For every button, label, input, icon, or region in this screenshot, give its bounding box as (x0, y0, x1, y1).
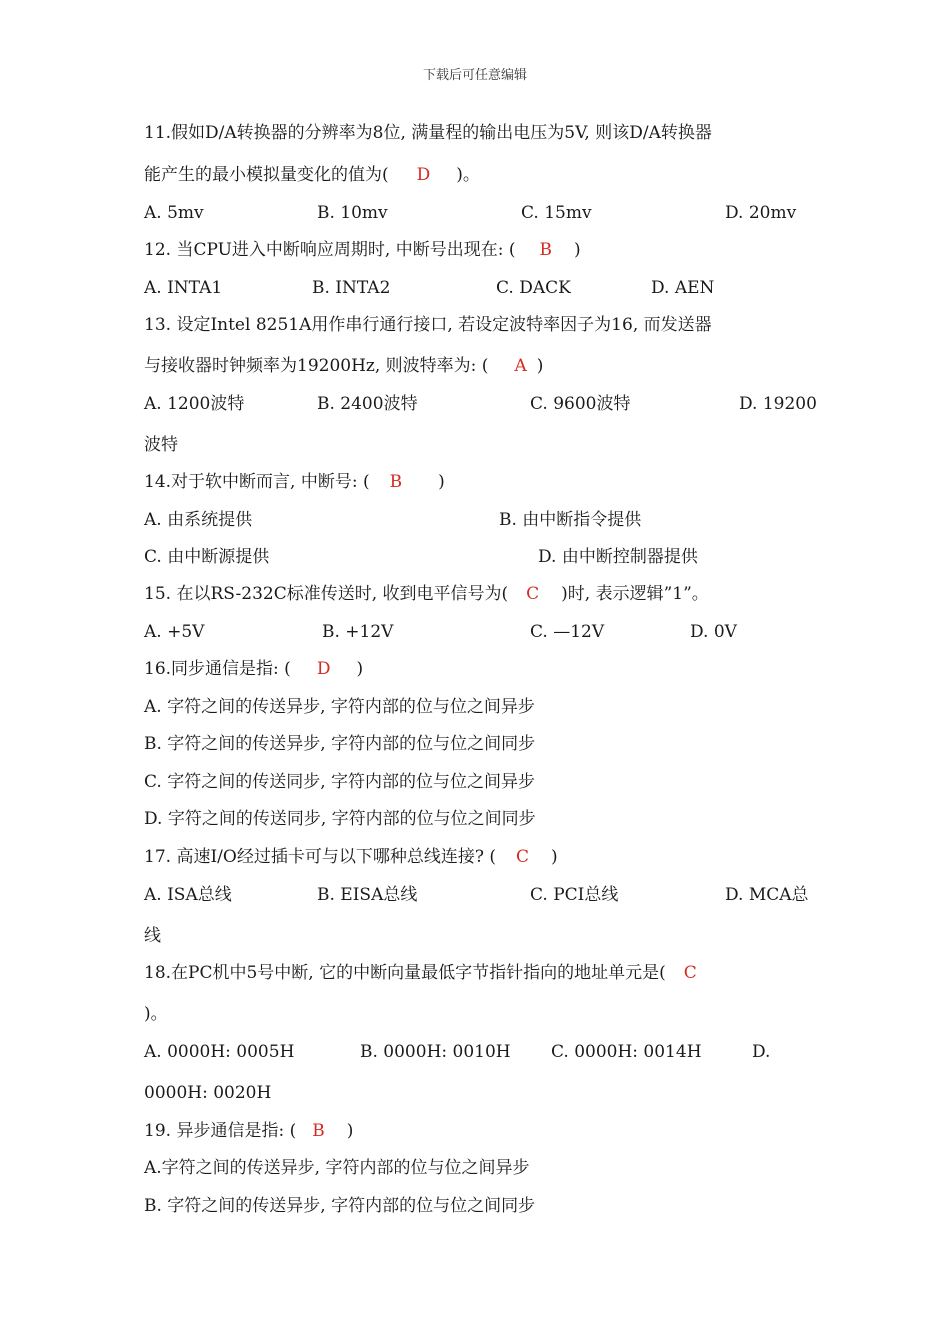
question-11-text-line2 (144, 164, 480, 186)
question-14-answer: B (389, 472, 403, 492)
page-header: 下载后可任意编辑 (422, 68, 527, 83)
question-17-stem: 17. 高速I/O经过插卡可与以下哪种总线连接? ( (144, 847, 496, 867)
question-12-option-c: C. DACK (496, 278, 571, 298)
question-14-option-d: D. 由中断控制器提供 (538, 547, 698, 567)
question-14-option-b: B. 由中断指令提供 (499, 510, 642, 530)
question-14-option-a: A. 由系统提供 (144, 510, 253, 530)
question-14-stem-end: ) (438, 472, 445, 492)
question-17-answer: C (515, 847, 529, 867)
question-18-text-line1 (144, 962, 697, 984)
question-13-stem-end: ) (536, 356, 544, 376)
question-13-option-b: B. 2400波特 (317, 394, 418, 414)
question-13-text-line2 (144, 355, 543, 377)
question-11-stem: 能产生的最小模拟量变化的值为( (144, 165, 389, 185)
question-12-answer: B (539, 240, 552, 260)
question-11-option-d: D. 20mv (725, 203, 797, 223)
question-12-option-d: D. AEN (651, 278, 715, 298)
question-11-option-c: C. 15mv (521, 203, 592, 223)
question-14-text (144, 471, 445, 493)
question-19-text (144, 1120, 353, 1142)
question-13-option-d: D. 19200 (739, 394, 817, 414)
question-13-answer: A (514, 356, 527, 376)
question-13-option-a: A. 1200波特 (144, 394, 245, 414)
question-15-stem: 15. 在以RS-232C标准传送时, 收到电平信号为( (144, 584, 509, 604)
question-15-option-b: B. +12V (322, 622, 394, 642)
question-18-text-line2: )。 (144, 1004, 168, 1024)
question-11-option-b: B. 10mv (317, 203, 388, 223)
question-14-stem: 14.对于软中断而言, 中断号: ( (144, 472, 370, 492)
question-15-stem-end: )时, 表示逻辑”1”。 (561, 584, 709, 604)
question-17-option-a: A. ISA总线 (144, 885, 232, 905)
question-11-option-a: A. 5mv (144, 203, 204, 223)
question-18-option-d: D. (752, 1042, 771, 1062)
question-13-text-line1: 13. 设定Intel 8251A用作串行通行接口, 若设定波特率因子为16, 而发送器 (144, 315, 712, 335)
question-16-text (144, 658, 363, 680)
question-15-option-a: A. +5V (144, 622, 205, 642)
question-14-option-c: C. 由中断源提供 (144, 547, 270, 567)
question-13-option-d-wrap: 波特 (144, 435, 178, 455)
question-12-stem-end: ) (573, 240, 581, 260)
question-18-option-b: B. 0000H: 0010H (360, 1042, 511, 1062)
question-15-option-c: C. —12V (530, 622, 605, 642)
question-12-stem: 12. 当CPU进入中断响应周期时, 中断号出现在: ( (144, 240, 516, 260)
question-18-option-a: A. 0000H: 0005H (144, 1042, 295, 1062)
question-16-option-a: A. 字符之间的传送异步, 字符内部的位与位之间异步 (144, 697, 535, 717)
question-19-stem: 19. 异步通信是指: ( (144, 1121, 297, 1141)
question-17-stem-end: ) (551, 847, 558, 867)
question-16-stem-end: ) (356, 659, 364, 679)
question-19-answer: B (312, 1121, 325, 1141)
question-19-option-a: A.字符之间的传送异步, 字符内部的位与位之间异步 (144, 1158, 530, 1178)
question-16-option-d: D. 字符之间的传送同步, 字符内部的位与位之间同步 (144, 809, 536, 829)
question-17-option-b: B. EISA总线 (317, 885, 418, 905)
question-13-stem: 与接收器时钟频率为19200Hz, 则波特率为: ( (144, 356, 489, 376)
question-15-option-d: D. 0V (690, 622, 737, 642)
question-15-text (144, 583, 709, 605)
question-11-answer: D (416, 165, 431, 185)
question-11-stem-end: )。 (456, 165, 480, 185)
question-18-stem: 18.在PC机中5号中断, 它的中断向量最低字节指针指向的地址单元是( (144, 963, 666, 983)
question-17-option-d: D. MCA总 (725, 885, 809, 905)
question-18-option-d-wrap: 0000H: 0020H (144, 1083, 272, 1103)
question-18-option-c: C. 0000H: 0014H (551, 1042, 702, 1062)
question-12-text (144, 239, 581, 261)
question-12-option-b: B. INTA2 (312, 278, 391, 298)
question-16-answer: D (316, 659, 331, 679)
question-12-option-a: A. INTA1 (144, 278, 223, 298)
question-11-text-line1: 11.假如D/A转换器的分辨率为8位, 满量程的输出电压为5V, 则该D/A转换器 (144, 123, 712, 143)
question-16-option-b: B. 字符之间的传送异步, 字符内部的位与位之间同步 (144, 734, 536, 754)
question-17-option-c: C. PCI总线 (530, 885, 619, 905)
question-15-answer: C (526, 584, 540, 604)
question-17-option-d-wrap: 线 (144, 926, 161, 946)
question-18-answer: C (683, 963, 697, 983)
question-17-text (144, 846, 558, 868)
question-13-option-c: C. 9600波特 (530, 394, 631, 414)
question-16-stem: 16.同步通信是指: ( (144, 659, 291, 679)
question-16-option-c: C. 字符之间的传送同步, 字符内部的位与位之间异步 (144, 772, 536, 792)
question-19-option-b: B. 字符之间的传送异步, 字符内部的位与位之间同步 (144, 1196, 536, 1216)
question-19-stem-end: ) (346, 1121, 354, 1141)
